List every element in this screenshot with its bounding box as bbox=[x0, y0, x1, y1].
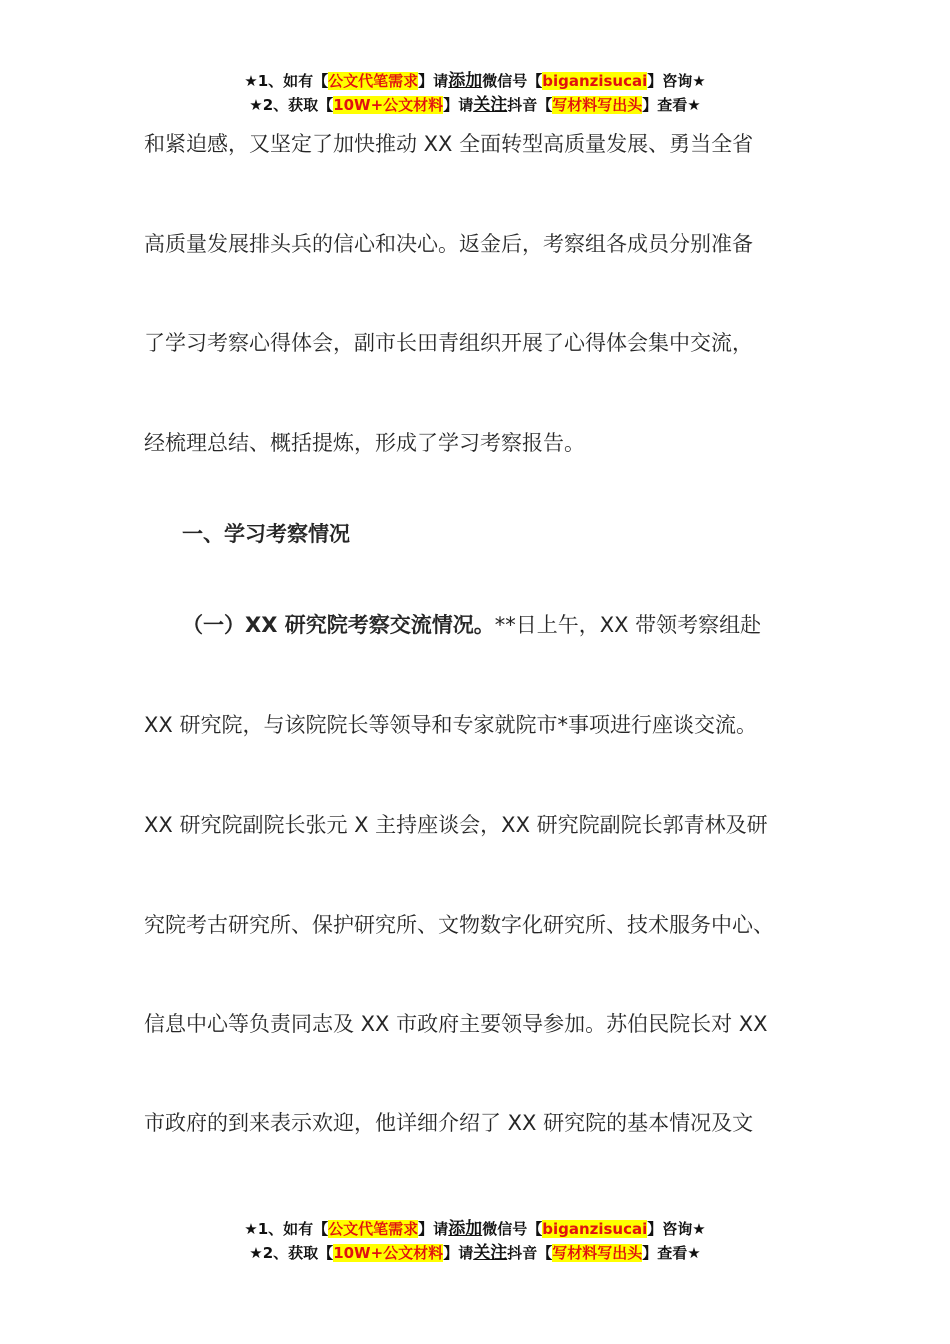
highlight-wechat-id: biganzisucai bbox=[542, 72, 648, 90]
banner-line-2 bbox=[0, 93, 950, 117]
section-heading: 一、学习考察情况 bbox=[182, 522, 350, 546]
banner-text: 】查看★ bbox=[642, 1244, 701, 1262]
banner-text: 】咨询★ bbox=[647, 72, 706, 90]
highlight-service: 公文代笔需求 bbox=[328, 1220, 419, 1238]
banner-text: 抖音【 bbox=[507, 96, 553, 114]
highlight-wechat-id: biganzisucai bbox=[542, 1220, 648, 1238]
banner-text: ★1、如有【 bbox=[244, 1220, 329, 1238]
banner-text: ★1、如有【 bbox=[244, 72, 329, 90]
highlight-service: 公文代笔需求 bbox=[328, 72, 419, 90]
banner-text: 抖音【 bbox=[507, 1244, 553, 1262]
body-line: 究院考古研究所、保护研究所、文物数字化研究所、技术服务中心、 bbox=[144, 913, 774, 937]
paragraph-first-line bbox=[182, 610, 761, 640]
banner-text: 】请 bbox=[418, 72, 449, 90]
banner-text: 微信号【 bbox=[482, 1220, 543, 1238]
banner-text: 】请 bbox=[418, 1220, 449, 1238]
subsection-title: （一）XX 研究院考察交流情况。 bbox=[182, 613, 495, 637]
highlight-materials: 10W+公文材料 bbox=[333, 1244, 444, 1262]
banner-emphasis: 关注 bbox=[473, 1243, 508, 1263]
header-banner bbox=[0, 69, 950, 117]
banner-text: 】查看★ bbox=[642, 96, 701, 114]
banner-line-2 bbox=[0, 1241, 950, 1265]
paragraph-text: **日上午，XX 带领考察组赴 bbox=[494, 613, 762, 637]
body-line: XX 研究院副院长张元 X 主持座谈会，XX 研究院副院长郭青林及研 bbox=[144, 813, 768, 837]
banner-emphasis: 关注 bbox=[473, 95, 508, 115]
banner-emphasis: 添加 bbox=[448, 1219, 483, 1239]
banner-text: 】请 bbox=[443, 1244, 474, 1262]
banner-text: ★2、获取【 bbox=[249, 1244, 334, 1262]
body-line: 市政府的到来表示欢迎，他详细介绍了 XX 研究院的基本情况及文 bbox=[144, 1111, 754, 1135]
banner-text: 】请 bbox=[443, 96, 474, 114]
body-line: 信息中心等负责同志及 XX 市政府主要领导参加。苏伯民院长对 XX bbox=[144, 1012, 768, 1036]
body-line: 高质量发展排头兵的信心和决心。返金后，考察组各成员分别准备 bbox=[144, 232, 753, 256]
banner-text: ★2、获取【 bbox=[249, 96, 334, 114]
body-line: 和紧迫感，又坚定了加快推动 XX 全面转型高质量发展、勇当全省 bbox=[144, 132, 754, 156]
highlight-douyin-account: 写材料写出头 bbox=[552, 96, 643, 114]
banner-emphasis: 添加 bbox=[448, 71, 483, 91]
body-line: 了学习考察心得体会，副市长田青组织开展了心得体会集中交流， bbox=[144, 331, 753, 355]
body-line: XX 研究院，与该院院长等领导和专家就院市*事项进行座谈交流。 bbox=[144, 713, 757, 737]
banner-text: 】咨询★ bbox=[647, 1220, 706, 1238]
banner-text: 微信号【 bbox=[482, 72, 543, 90]
highlight-douyin-account: 写材料写出头 bbox=[552, 1244, 643, 1262]
body-line: 经梳理总结、概括提炼，形成了学习考察报告。 bbox=[144, 431, 585, 455]
banner-line-1 bbox=[0, 69, 950, 93]
banner-line-1 bbox=[0, 1217, 950, 1241]
footer-banner bbox=[0, 1217, 950, 1265]
highlight-materials: 10W+公文材料 bbox=[333, 96, 444, 114]
